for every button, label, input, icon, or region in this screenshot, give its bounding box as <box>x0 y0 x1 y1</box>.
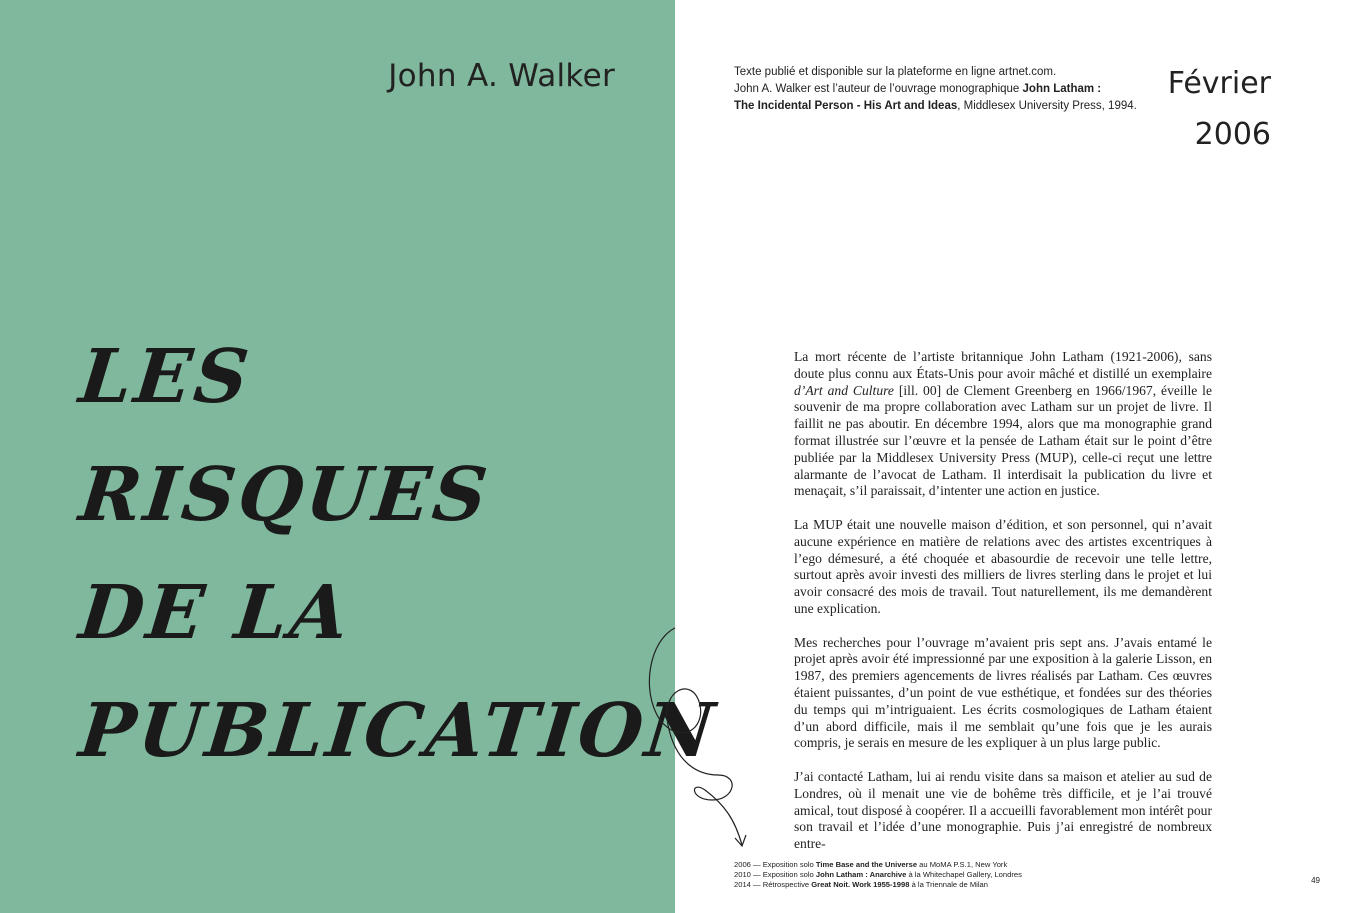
timeline-text: à la Whitechapel Gallery, Londres <box>906 870 1022 880</box>
timeline-item <box>734 860 1022 870</box>
book-reference: d’Art and Culture <box>794 382 894 398</box>
date-year: 2006 <box>1194 117 1271 152</box>
paragraph <box>794 349 1212 500</box>
note-text: John A. Walker est l’auteur de l’ouvrage monographique <box>734 83 1023 95</box>
timeline-text: au MoMA P.S.1, New York <box>917 860 1008 869</box>
timeline-text: 2006 — Exposition solo <box>734 860 816 869</box>
note-line: Texte publié et disponible sur la plateforme en ligne artnet.com. <box>734 66 1057 78</box>
timeline-item <box>734 880 1022 890</box>
note-text: , Middlesex University Press, 1994. <box>957 100 1137 112</box>
title-line: PUBLICATION <box>75 688 721 774</box>
title-line: RISQUES <box>75 452 494 538</box>
paragraph: J’ai contacté Latham, lui ai rendu visite dans sa maison et atelier au sud de Londres, où il menait une vie de bohême très difficile, et je l’ai trouvé amical, tout disposé à coopérer. Il a accueilli favorablement mon intérêt pour son travail et l’idée d’une monographie. Puis j’ai enregistré de nombreux entre- <box>794 768 1212 852</box>
paragraph: Mes recherches pour l’ouvrage m’avaient pris sept ans. J’avais entamé le projet après avoir été impressionné par une exposition à la galerie Lisson, en 1987, des premiers agencements de livres réalisés par Latham. Ces œuvres étaient puissantes, d’un point de vue esthétique, et fondées sur des théories du temps qui m’intriguaient. Les écrits cosmologiques de Latham étaient d’un abord difficile, mais il me semblait qu’une fois que je les aurais compris, je serais en mesure de les expliquer à un plus large public. <box>794 634 1212 751</box>
timeline-item <box>734 870 1022 880</box>
book-title: John Latham : <box>1022 83 1102 95</box>
page-number: 49 <box>1311 876 1320 885</box>
note-line <box>734 81 1137 98</box>
author-name: John A. Walker <box>388 58 615 94</box>
timeline-work: John Latham : Anarchive <box>815 870 907 880</box>
timeline-text: 2014 — Rétrospective <box>734 880 812 890</box>
book-subtitle: The Incidental Person - His Art and Ideas <box>734 100 958 112</box>
paragraph-text: La mort récente de l’artiste britannique John Latham (1921-2006), sans doute plus connu aux États-Unis pour avoir mâché et distillé un exemplaire <box>794 349 1212 381</box>
title-line: DE LA <box>75 570 356 656</box>
article-body <box>794 349 1212 853</box>
timeline-text: 2010 — Exposition solo <box>734 870 816 880</box>
timeline-work: Time Base and the Universe <box>815 860 918 869</box>
title-line: LES <box>75 334 256 420</box>
article-title <box>75 318 721 790</box>
publication-note <box>734 64 1137 115</box>
publication-date <box>1168 58 1271 160</box>
paragraph-text: [ill. 00] de Clement Greenberg en 1966/1967, éveille le souvenir de ma propre collaboration avec Latham sur un projet de livre. Il faillit ne pas aboutir. En décembre 1994, alors que ma monographie grand format illustrée sur l’œuvre et la pensée de Latham était sur le point d’être publiée par la Middlesex University Press (MUP), celle-ci reçut une lettre alarmante de l’avocat de Latham. Il interdisait la publication du livre et menaçait, s’il paraissait, d’intenter une action en justice. <box>794 382 1212 499</box>
timeline <box>734 860 1022 891</box>
note-line <box>734 98 1137 115</box>
timeline-text: à la Triennale de Milan <box>909 880 988 890</box>
timeline-work: Great Noit. Work 1955-1998 <box>811 880 910 890</box>
date-month: Février <box>1167 66 1271 101</box>
paragraph: La MUP était une nouvelle maison d’édition, et son personnel, qui n’avait aucune expérience en matière de relations avec des artistes excentriques à l’ego démesuré, a été choquée et abasourdie de recevoir une telle lettre, surtout après avoir investi des milliers de livres sterling dans le projet et lui avoir consacré des mois de travail. Tout naturellement, ils me demandèrent une explication. <box>794 516 1212 616</box>
